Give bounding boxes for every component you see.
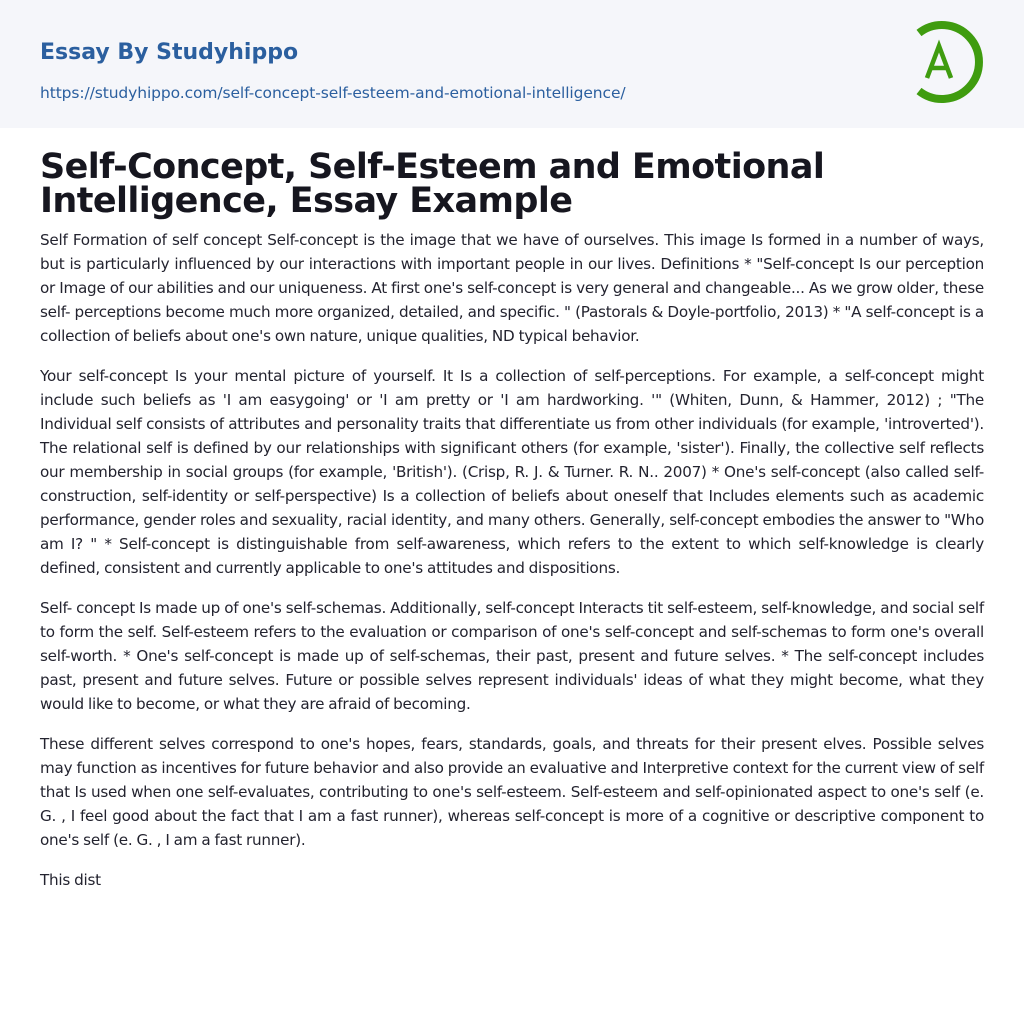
essay-paragraph-4: These different selves correspond to one's hopes, fears, standards, goals, and threats for their present elves. Possible selves may function as incentives for future behavior and also provide an evaluative and Interpretive context for the current view of self that Is used when one self-evaluates, contributing to one's self-esteem. Self-esteem and self-opinionated aspect to one's self (e. G. , I feel good about the fact that I am a fast runner), whereas self-concept is more of a cognitive or descriptive component to one's self (e. G. , I am a fast runner). xyxy=(40,735,984,849)
essay-paragraph-2: Your self-concept Is your mental picture of yourself. It Is a collection of self-perceptions. For example, a self-concept might include such beliefs as 'I am easygoing' or 'I am pretty or 'I am hardworking. '" (Whiten, Dunn, & Hammer, 2012) ; "The Individual self consists of attributes and personality traits that differentiate us from other individuals (for example, 'introverted'). The relational self is defined by our relationships with significant others (for example, 'sister'). Finally, the collective self reflects our membership in social groups (for example, 'British'). (Crisp, R. J. & Turner. R. N.. 2007) * One's self-concept (also called self-construction, self-identity or self-perspective) Is a collection of beliefs about oneself that Includes elements such as academic performance, gender roles and sexuality, racial identity, and many others. Generally, self-concept embodies the answer to "Who am I? " * Self-concept is distinguishable from self-awareness, which refers to the extent to which self-knowledge is clearly defined, consistent and currently applicable to one's attitudes and dispositions. xyxy=(40,367,984,577)
essay-body xyxy=(40,228,984,908)
brand-title: Essay By Studyhippo xyxy=(40,40,299,65)
essay-paragraph-truncated: This dist xyxy=(40,871,101,889)
essay-paragraph-1: Self Formation of self concept Self-concept is the image that we have of ourselves. This image Is formed in a number of ways, but is particularly influenced by our interactions with important people in our lives. Definitions * "Self-concept Is our perception or Image of our abilities and our uniqueness. At first one's self-concept is very general and changeable... As we grow older, these self- perceptions become much more organized, detailed, and specific. " (Pastorals & Doyle-portfolio, 2013) * "A self-concept is a collection of beliefs about one's own nature, unique qualities, ND typical behavior. xyxy=(40,231,984,345)
source-url-link[interactable]: https://studyhippo.com/self-concept-self-esteem-and-emotional-intelligence/ xyxy=(40,84,626,102)
essay-title: Self-Concept, Self-Esteem and Emotional Intelligence, Essay Example xyxy=(40,147,825,221)
essay-paragraph-3: Self- concept Is made up of one's self-schemas. Additionally, self-concept Interacts tit self-esteem, self-knowledge, and social self to form the self. Self-esteem refers to the evaluation or comparison of one's self-concept and self-schemas to form one's overall self-worth. * One's self-concept is made up of self-schemas, their past, present and future selves. * The self-concept includes past, present and future selves. Future or possible selves represent individuals' ideas of what they might become, what they would like to become, or what they are afraid of becoming. xyxy=(40,599,984,713)
